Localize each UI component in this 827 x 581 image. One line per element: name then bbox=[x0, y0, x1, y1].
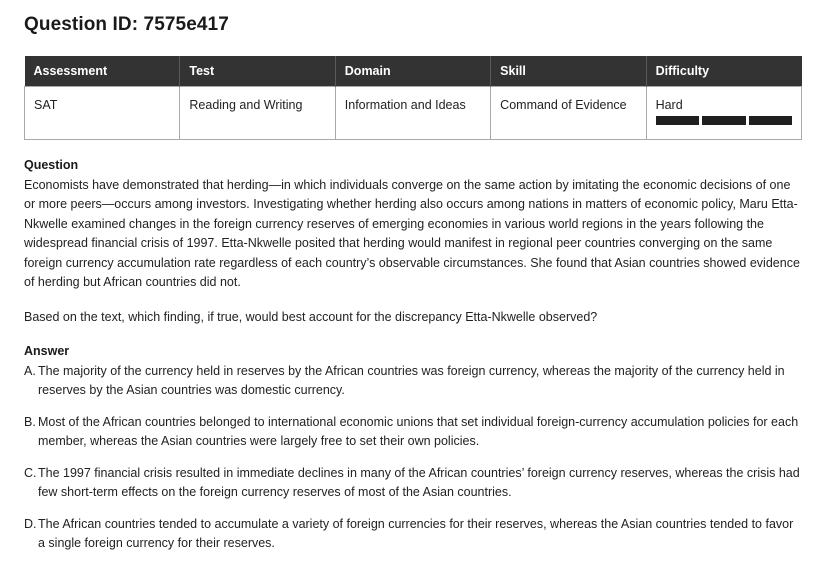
choice-letter: D. bbox=[24, 516, 37, 531]
page-title: Question ID: 7575e417 bbox=[24, 14, 229, 35]
choice-letter: A. bbox=[24, 363, 36, 378]
choice-text: The majority of the currency held in reserves by the African countries was foreign currency, whereas the majority of the currency held in reserves by the Asian countries was domestic currency. bbox=[38, 363, 785, 397]
answer-choice-b bbox=[24, 413, 803, 452]
question-prompt: Based on the text, which finding, if true, would best account for the discrepancy Etta-Nkwelle observed? bbox=[24, 309, 598, 324]
answer-section bbox=[24, 342, 803, 554]
question-meta-table bbox=[24, 56, 802, 140]
answer-label: Answer bbox=[24, 344, 70, 358]
cell-difficulty bbox=[646, 87, 801, 140]
answer-choice-a bbox=[24, 362, 803, 401]
domain-value: Information and Ideas bbox=[344, 98, 466, 112]
question-label: Question bbox=[24, 158, 79, 172]
column-header-test: Test bbox=[180, 56, 335, 87]
question-passage: Economists have demonstrated that herding—in which individuals converge on the same action by imitating the economic decisions of one or more peers—occurs among investors. Investigating whether herding also occurs among nations in matters of economic policy, Maru Etta-Nkwelle examined changes in the foreign currency reserves of emerging economies in various world regions in the years following the widespread financial crisis of 1997. Etta-Nkwelle posited that herding would manifest in regional peer countries converging on the same foreign currency accumulation rate regardless of each country’s observable circumstances. She found that Asian countries showed evidence of herding but African countries did not. bbox=[24, 177, 800, 289]
column-header-domain: Domain bbox=[335, 56, 490, 87]
choice-letter: C. bbox=[24, 465, 37, 480]
column-header-difficulty: Difficulty bbox=[646, 56, 801, 87]
column-header-skill: Skill bbox=[491, 56, 646, 87]
answer-choice-c bbox=[24, 464, 803, 503]
difficulty-value: Hard bbox=[655, 98, 683, 112]
cell-domain bbox=[335, 87, 490, 140]
assessment-value: SAT bbox=[34, 98, 58, 112]
choice-letter: B. bbox=[24, 414, 36, 429]
table-row bbox=[25, 87, 802, 140]
cell-assessment bbox=[25, 87, 180, 140]
difficulty-segment bbox=[702, 116, 745, 125]
choice-text: The African countries tended to accumulate a variety of foreign currencies for their reserves, whereas the Asian countries tended to favor a single foreign currency for their reserves. bbox=[38, 516, 794, 550]
choice-text: Most of the African countries belonged to international economic unions that set individual foreign-currency accumulation policies for each member, whereas the Asian countries were largely free to set their own policies. bbox=[38, 414, 799, 448]
cell-test bbox=[180, 87, 335, 140]
skill-value: Command of Evidence bbox=[500, 98, 627, 112]
test-value: Reading and Writing bbox=[189, 98, 303, 112]
cell-skill bbox=[491, 87, 646, 140]
difficulty-meter bbox=[656, 116, 792, 125]
difficulty-segment bbox=[656, 116, 699, 125]
choice-text: The 1997 financial crisis resulted in immediate declines in many of the African countries’ foreign currency reserves, whereas the crisis had few short-term effects on the foreign currency reserves of most of the Asian countries. bbox=[38, 465, 800, 499]
answer-choice-d bbox=[24, 515, 803, 554]
difficulty-segment bbox=[749, 116, 792, 125]
column-header-assessment: Assessment bbox=[25, 56, 180, 87]
question-content bbox=[24, 156, 803, 566]
table-header-row bbox=[25, 56, 802, 87]
